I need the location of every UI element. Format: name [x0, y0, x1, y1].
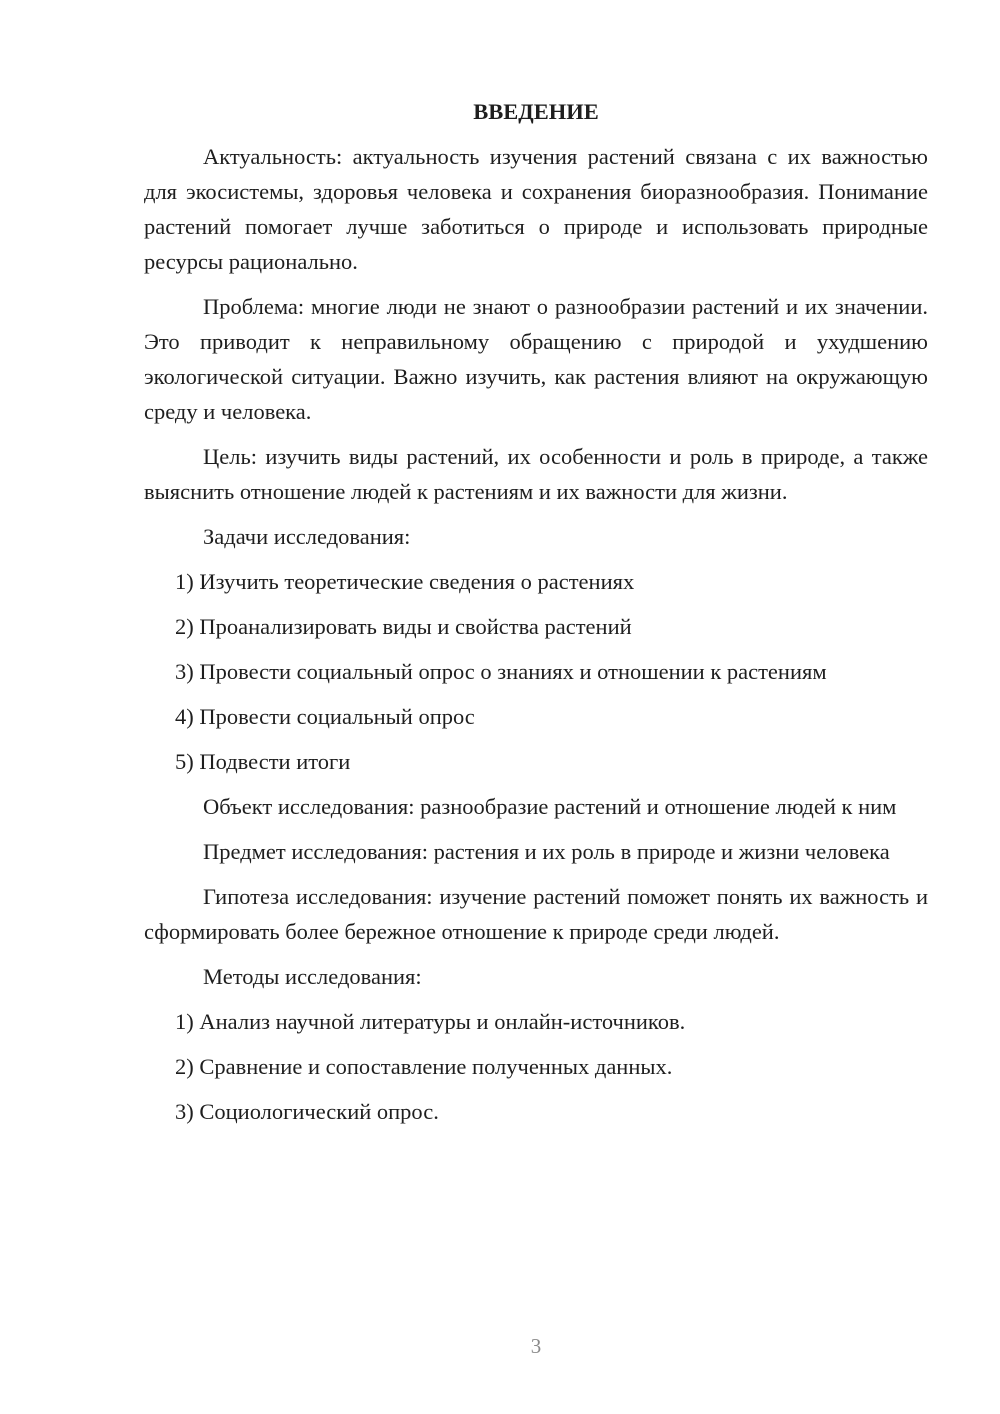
task-item: 5) Подвести итоги	[175, 749, 351, 774]
page-title: ВВЕДЕНИЕ	[473, 99, 599, 124]
task-item: 2) Проанализировать виды и свойства растений	[175, 614, 632, 639]
document-page	[144, 94, 928, 1139]
hypothesis-paragraph: Гипотеза исследования: изучение растений поможет понять их важность и сформировать более бережное отношение к природе среди людей.	[144, 884, 928, 944]
task-item: 3) Провести социальный опрос о знаниях и отношении к растениям	[175, 659, 827, 684]
task-item: 1) Изучить теоретические сведения о растениях	[175, 569, 635, 594]
goal-paragraph: Цель: изучить виды растений, их особенности и роль в природе, а также выяснить отношение людей к растениям и их важности для жизни.	[144, 444, 928, 504]
method-item: 1) Анализ научной литературы и онлайн-источников.	[175, 1009, 686, 1034]
page-number: 3	[530, 1334, 542, 1358]
subject-paragraph: Предмет исследования: растения и их роль в природе и жизни человека	[203, 839, 890, 864]
methods-heading: Методы исследования:	[203, 964, 422, 989]
problem-paragraph: Проблема: многие люди не знают о разнообразии растений и их значении. Это приводит к неправильному обращению с природой и ухудшению экологической ситуации. Важно изучить, как растения влияют на окружающую среду и человека.	[144, 294, 928, 424]
method-item: 3) Социологический опрос.	[175, 1099, 439, 1124]
tasks-heading: Задачи исследования:	[203, 524, 411, 549]
object-paragraph: Объект исследования: разнообразие растений и отношение людей к ним	[203, 794, 897, 819]
relevance-paragraph: Актуальность: актуальность изучения растений связана с их важностью для экосистемы, здоровья человека и сохранения биоразнообразия. Понимание растений помогает лучше заботиться о природе и использовать природные ресурсы рационально.	[144, 144, 928, 274]
task-item: 4) Провести социальный опрос	[175, 704, 475, 729]
method-item: 2) Сравнение и сопоставление полученных данных.	[175, 1054, 673, 1079]
